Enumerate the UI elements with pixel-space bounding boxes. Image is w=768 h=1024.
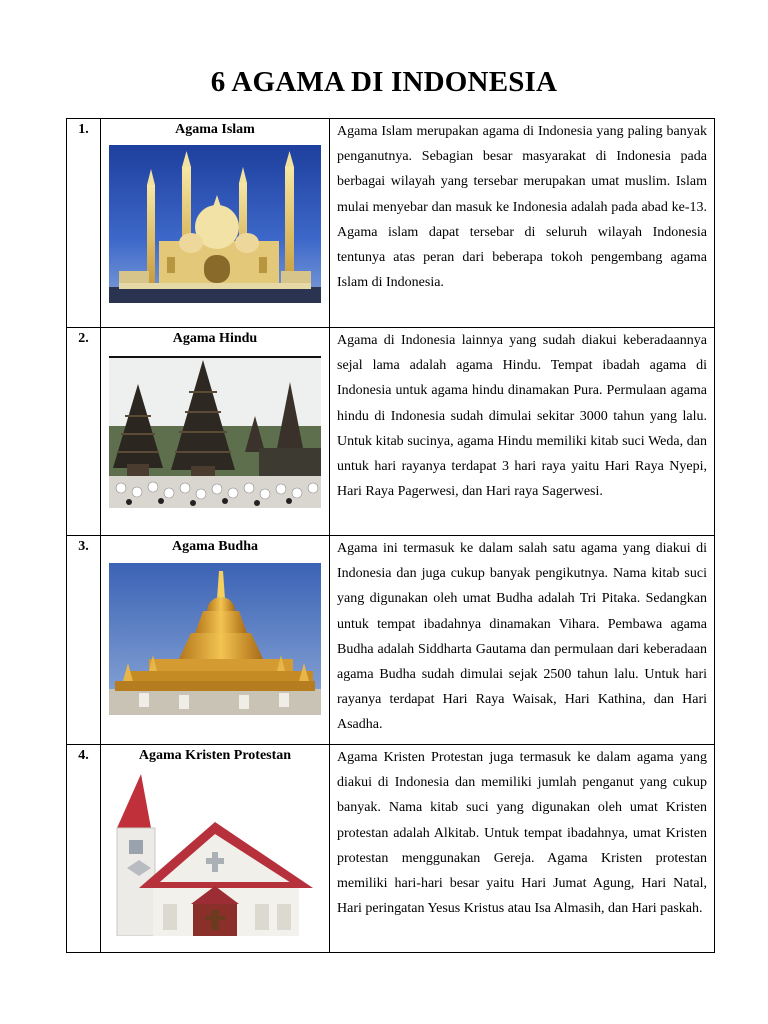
religion-media-cell (101, 119, 330, 328)
row-number: 1. (78, 122, 89, 137)
religion-description-cell (330, 119, 715, 328)
table-row (67, 536, 715, 745)
religion-media-cell (101, 328, 330, 536)
table-row (67, 745, 715, 953)
row-number: 4. (78, 748, 89, 763)
row-number: 3. (78, 539, 89, 554)
mosque-image (109, 145, 321, 303)
row-number-cell (67, 328, 101, 536)
table-row (67, 328, 715, 536)
religion-media-cell (101, 536, 330, 745)
church-image (109, 770, 321, 936)
page-title: 6 AGAMA DI INDONESIA (210, 66, 558, 98)
vihara-pagoda-image (109, 563, 321, 715)
religion-name: Agama Budha (172, 539, 258, 554)
pura-temple-image (109, 356, 321, 508)
row-number-cell (67, 536, 101, 745)
row-number-cell (67, 119, 101, 328)
religion-description: Agama Islam merupakan agama di Indonesia yang paling banyak penganutnya. Sebagian besar masyarakat di Indonesia pada berbagai wilayah yang tersebar merupakan umat muslim. Islam mulai menyebar dan masuk ke Indonesia adalah pada abad ke-13. Agama islam dapat tersebar di seluruh wilayah Indonesia tentunya atas peran dari beberapa tokoh pengembang agama Islam di Indonesia. (337, 124, 707, 291)
religion-name: Agama Kristen Protestan (138, 748, 292, 763)
religion-media-cell (101, 745, 330, 953)
religion-description-cell (330, 328, 715, 536)
religions-table (66, 118, 715, 953)
religion-description: Agama ini termasuk ke dalam salah satu agama yang diakui di Indonesia dan juga cukup banyak pengikutnya. Nama kitab suci yang digunakan oleh umat Budha adalah Tri Pitaka. Sedangkan untuk tempat ibadahnya dinamakan Vihara. Pembawa agama Budha adalah Siddharta Gautama dan permulaan dari keberadaan agama Budha sudah dimulai sejak 2500 tahun lalu. Untuk hari rayanya terdapat Hari Raya Waisak, Hari Kathina, dan Hari Asadha. (337, 541, 707, 733)
religion-description-cell (330, 536, 715, 745)
religion-description: Agama di Indonesia lainnya yang sudah diakui keberadaannya sejal lama adalah agama Hindu. Tempat ibadah agama di Indonesia untuk agama hindu dinamakan Pura. Permulaan agama hindu di Indonesia sudah dimulai sekitar 3000 tahun yang lalu. Untuk kitab sucinya, agama Hindu memiliki kitab suci Weda, dan untuk hari rayanya terdapat 3 hari raya yaitu Hari Raya Nyepi, Hari Raya Pagerwesi, dan Hari raya Sagerwesi. (337, 333, 707, 500)
row-number-cell (67, 745, 101, 953)
table-row (67, 119, 715, 328)
religion-description-cell (330, 745, 715, 953)
religion-name: Agama Islam (175, 122, 255, 137)
row-number: 2. (78, 331, 89, 346)
religion-name: Agama Hindu (172, 331, 258, 346)
religion-description: Agama Kristen Protestan juga termasuk ke dalam agama yang diakui di Indonesia dan memiliki jumlah penganut yang cukup banyak. Nama kitab suci yang digunakan oleh umat Kristen protestan adalah Alkitab. Untuk tempat ibadahnya, umat Kristen protestan menggunakan Gereja. Agama Kristen protestan memiliki hari-hari besar yaitu Hari Jumat Agung, Hari Natal, Hari peringatan Yesus Kristus atau Isa Almasih, dan Hari paskah. (337, 750, 707, 917)
